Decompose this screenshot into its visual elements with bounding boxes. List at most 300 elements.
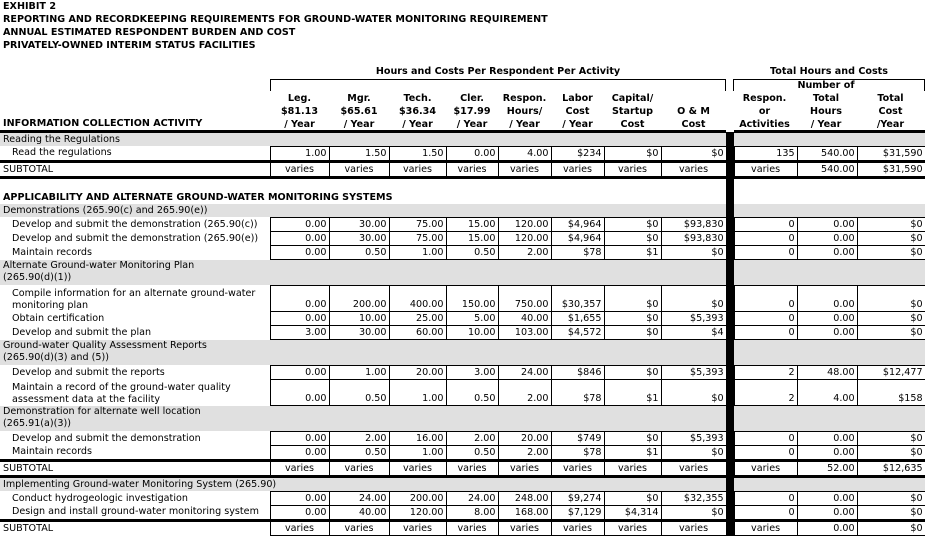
value-cell: 0.50: [329, 446, 389, 461]
column-divider: [726, 132, 734, 147]
value-cell: $7,129: [551, 506, 604, 521]
value-cell: 5.00: [446, 312, 498, 326]
column-header-line: Total: [877, 93, 904, 104]
value-cell: 0.00: [270, 492, 329, 506]
activity-label: Develop and submit the demonstration (265.90(c)): [12, 218, 258, 230]
column-header-line: $36.34: [398, 106, 437, 117]
activity-label: Design and install ground-water monitoring system: [12, 506, 259, 518]
table-row: [0, 446, 925, 461]
value-cell: $4: [661, 326, 726, 340]
blank-cell: [734, 340, 925, 366]
section-heading: Reading the Regulations: [0, 132, 726, 147]
value-cell: $0: [661, 246, 726, 260]
value-cell: 3.00: [446, 366, 498, 380]
value-cell: 16.00: [389, 432, 446, 446]
value-cell: 0.00: [797, 506, 857, 521]
value-cell: $12,477: [857, 366, 925, 380]
column-divider: [726, 204, 734, 218]
value-cell: $4,314: [604, 506, 661, 521]
column-divider: [726, 312, 734, 326]
value-cell: $0: [604, 312, 661, 326]
section-heading: [0, 340, 726, 366]
column-header: [389, 79, 446, 131]
value-cell: 0: [734, 246, 797, 260]
activity-label: Develop and submit the plan: [12, 326, 152, 338]
value-cell: 0.00: [270, 432, 329, 446]
column-divider: [726, 492, 734, 506]
value-cell: 0.00: [270, 446, 329, 461]
value-cell: 0.50: [446, 446, 498, 461]
value-cell: 0: [734, 492, 797, 506]
value-cell: varies: [329, 521, 389, 536]
value-cell: $0: [604, 432, 661, 446]
activity-label: [0, 286, 270, 312]
value-cell: 0.00: [270, 380, 329, 406]
value-cell: varies: [389, 461, 446, 477]
section-heading: Implementing Ground-water Monitoring System (265.90): [0, 477, 726, 492]
value-cell: varies: [389, 162, 446, 178]
value-cell: 0.50: [329, 380, 389, 406]
activity-label: Conduct hydrogeologic investigation: [12, 492, 188, 504]
column-header-line: Leg.: [287, 93, 312, 104]
value-cell: $0: [857, 446, 925, 461]
column-divider: [726, 506, 734, 521]
value-cell: $30,357: [551, 286, 604, 312]
value-cell: $0: [661, 147, 726, 162]
value-cell: 75.00: [389, 218, 446, 232]
value-cell: 0.00: [797, 492, 857, 506]
value-cell: varies: [498, 461, 551, 477]
value-cell: 0.50: [446, 380, 498, 406]
value-cell: varies: [551, 162, 604, 178]
column-header: [270, 79, 329, 131]
value-cell: varies: [498, 162, 551, 178]
column-header-line: Capital/: [611, 93, 654, 104]
value-cell: 0.00: [797, 286, 857, 312]
column-header-line: Cost: [681, 119, 706, 130]
table-row: [0, 232, 925, 246]
column-header: [733, 79, 796, 131]
report-title: REPORTING AND RECORDKEEPING REQUIREMENTS FOR GROUND-WATER MONITORING REQUIREMENT: [3, 14, 548, 25]
value-cell: 0.00: [270, 286, 329, 312]
value-cell: 2.00: [498, 246, 551, 260]
value-cell: varies: [270, 461, 329, 477]
value-cell: 20.00: [498, 432, 551, 446]
value-cell: 0: [734, 286, 797, 312]
value-cell: 0: [734, 326, 797, 340]
value-cell: 15.00: [446, 232, 498, 246]
activity-column-header: INFORMATION COLLECTION ACTIVITY: [3, 118, 203, 129]
column-header-line: Labor: [562, 93, 593, 104]
blank-cell: [734, 132, 925, 147]
value-cell: $0: [661, 380, 726, 406]
value-cell: $78: [551, 446, 604, 461]
value-cell: varies: [661, 521, 726, 536]
value-cell: 48.00: [797, 366, 857, 380]
value-cell: varies: [604, 461, 661, 477]
value-cell: 0: [734, 312, 797, 326]
value-cell: $0: [857, 506, 925, 521]
table-row: [0, 340, 925, 366]
value-cell: 0: [734, 232, 797, 246]
table-row: [0, 492, 925, 506]
value-cell: 168.00: [498, 506, 551, 521]
value-cell: 1.00: [389, 446, 446, 461]
value-cell: $0: [604, 147, 661, 162]
column-divider: [726, 218, 734, 232]
table-row: [0, 132, 925, 147]
value-cell: $1: [604, 446, 661, 461]
subtotal-label: SUBTOTAL: [0, 521, 270, 536]
value-cell: $32,355: [661, 492, 726, 506]
value-cell: $0: [661, 446, 726, 461]
table-row: [0, 162, 925, 178]
exhibit-label: EXHIBIT 2: [3, 1, 56, 12]
section-heading: [0, 260, 726, 286]
value-cell: 248.00: [498, 492, 551, 506]
column-divider: [726, 178, 734, 205]
column-header: [498, 79, 551, 131]
value-cell: $0: [857, 432, 925, 446]
value-cell: 0.00: [797, 446, 857, 461]
value-cell: 15.00: [446, 218, 498, 232]
value-cell: 60.00: [389, 326, 446, 340]
column-header-line: / Year: [456, 119, 488, 130]
column-header-line: or: [758, 106, 771, 117]
value-cell: 200.00: [329, 286, 389, 312]
column-header: [796, 79, 856, 131]
value-cell: $158: [857, 380, 925, 406]
column-header-line: / Year: [810, 119, 842, 130]
value-cell: $0: [604, 286, 661, 312]
column-divider: [726, 446, 734, 461]
value-cell: 2.00: [498, 380, 551, 406]
table-row: [0, 477, 925, 492]
blank-cell: [734, 260, 925, 286]
value-cell: $5,393: [661, 366, 726, 380]
group-per-respondent: Hours and Costs Per Respondent Per Activity: [375, 66, 621, 77]
value-cell: 150.00: [446, 286, 498, 312]
table-row: [0, 380, 925, 406]
section-heading: [0, 406, 726, 432]
value-cell: 0.00: [797, 326, 857, 340]
value-cell: $5,393: [661, 432, 726, 446]
value-cell: 1.00: [389, 246, 446, 260]
column-header-line: / Year: [509, 119, 540, 130]
value-cell: 30.00: [329, 218, 389, 232]
value-cell: 0: [734, 432, 797, 446]
column-header-line: / Year: [284, 119, 315, 130]
column-header-line: Tech.: [403, 93, 432, 104]
activity-label: [0, 380, 270, 406]
column-header: [856, 79, 925, 131]
column-divider: [726, 232, 734, 246]
value-cell: 0.00: [797, 232, 857, 246]
value-cell: 2.00: [329, 432, 389, 446]
column-header-line: /Year: [876, 119, 905, 130]
value-cell: $0: [604, 326, 661, 340]
value-cell: $0: [604, 232, 661, 246]
value-cell: 20.00: [389, 366, 446, 380]
value-cell: $1: [604, 380, 661, 406]
value-cell: 0.00: [797, 521, 857, 536]
blank-cell: [734, 406, 925, 432]
value-cell: varies: [329, 162, 389, 178]
activity-label: Maintain records: [12, 246, 92, 258]
value-cell: $5,393: [661, 312, 726, 326]
column-divider: [726, 406, 734, 432]
value-cell: varies: [734, 461, 797, 477]
value-cell: $234: [551, 147, 604, 162]
value-cell: 120.00: [498, 232, 551, 246]
value-cell: $31,590: [857, 162, 925, 178]
subtotal-label: SUBTOTAL: [0, 162, 270, 178]
column-divider: [726, 246, 734, 260]
value-cell: 40.00: [498, 312, 551, 326]
column-header-line: Total: [812, 93, 840, 104]
column-header-line: Respon.: [742, 93, 787, 104]
value-cell: 0.00: [270, 246, 329, 260]
value-cell: 2.00: [446, 432, 498, 446]
column-header-line: Cost: [565, 106, 590, 117]
value-cell: $0: [857, 232, 925, 246]
value-cell: 1.50: [329, 147, 389, 162]
value-cell: varies: [446, 521, 498, 536]
value-cell: $0: [857, 521, 925, 536]
activity-label-line: assessment data at the facility: [12, 393, 161, 405]
column-header-line: Cler.: [460, 93, 484, 104]
value-cell: 2: [734, 366, 797, 380]
table-row: [0, 506, 925, 521]
value-cell: $0: [857, 492, 925, 506]
value-cell: 750.00: [498, 286, 551, 312]
column-divider: [726, 380, 734, 406]
table-row: [0, 286, 925, 312]
report-scope: PRIVATELY-OWNED INTERIM STATUS FACILITIES: [3, 40, 256, 51]
value-cell: 0.00: [270, 366, 329, 380]
value-cell: 120.00: [389, 506, 446, 521]
value-cell: varies: [604, 162, 661, 178]
column-header-line: $17.99: [453, 106, 491, 117]
block-heading: APPLICABILITY AND ALTERNATE GROUND-WATER MONITORING SYSTEMS: [0, 178, 726, 205]
value-cell: 8.00: [446, 506, 498, 521]
table-row: [0, 246, 925, 260]
value-cell: 24.00: [446, 492, 498, 506]
column-header-line: Number of: [797, 80, 855, 91]
column-header-line: Mgr.: [347, 93, 371, 104]
column-divider: [726, 260, 734, 286]
value-cell: 0.00: [270, 506, 329, 521]
value-cell: $4,964: [551, 218, 604, 232]
value-cell: 2.00: [498, 446, 551, 461]
value-cell: 540.00: [797, 147, 857, 162]
section-heading-line: Ground-water Quality Assessment Reports: [3, 340, 207, 351]
value-cell: $4,572: [551, 326, 604, 340]
value-cell: $93,830: [661, 232, 726, 246]
column-header: [329, 79, 389, 131]
column-divider: [726, 521, 734, 536]
value-cell: 1.00: [270, 147, 329, 162]
value-cell: varies: [551, 461, 604, 477]
value-cell: varies: [604, 521, 661, 536]
value-cell: $78: [551, 246, 604, 260]
column-header-line: $81.13: [280, 106, 319, 117]
table-row: [0, 326, 925, 340]
table-row: [0, 312, 925, 326]
table-row: [0, 366, 925, 380]
value-cell: 120.00: [498, 218, 551, 232]
value-cell: 0.00: [270, 232, 329, 246]
section-heading-line: (265.91(a)(3)): [3, 418, 72, 429]
column-header-line: / Year: [562, 119, 593, 130]
value-cell: 0.50: [446, 246, 498, 260]
value-cell: $0: [604, 218, 661, 232]
activity-label: Maintain records: [12, 446, 92, 458]
column-header: [661, 79, 726, 131]
value-cell: $4,964: [551, 232, 604, 246]
column-divider: [726, 366, 734, 380]
table-row: [0, 260, 925, 286]
value-cell: $0: [857, 326, 925, 340]
section-heading-line: (265.90(d)(1)): [3, 272, 72, 283]
value-cell: $0: [604, 366, 661, 380]
section-heading: Demonstrations (265.90(c) and 265.90(e)): [0, 204, 726, 218]
activity-label: Develop and submit the demonstration (265.90(e)): [12, 232, 259, 244]
column-divider: [726, 326, 734, 340]
blank-cell: [734, 477, 925, 492]
value-cell: $0: [661, 286, 726, 312]
activity-label-line: monitoring plan: [12, 299, 89, 311]
value-cell: 0.00: [270, 218, 329, 232]
burden-table: [0, 130, 925, 536]
value-cell: $846: [551, 366, 604, 380]
column-header-line: $65.61: [340, 106, 378, 117]
value-cell: $0: [604, 492, 661, 506]
value-cell: 10.00: [329, 312, 389, 326]
value-cell: $31,590: [857, 147, 925, 162]
value-cell: $12,635: [857, 461, 925, 477]
value-cell: varies: [551, 521, 604, 536]
section-heading-line: Alternate Ground-water Monitoring Plan: [3, 260, 195, 271]
activity-label: Read the regulations: [12, 147, 112, 159]
value-cell: 1.50: [389, 147, 446, 162]
value-cell: 4.00: [498, 147, 551, 162]
value-cell: varies: [498, 521, 551, 536]
table-row: [0, 432, 925, 446]
value-cell: 75.00: [389, 232, 446, 246]
value-cell: $0: [857, 246, 925, 260]
activity-label: Obtain certification: [12, 312, 105, 324]
column-header: [604, 79, 661, 131]
column-divider: [726, 461, 734, 477]
value-cell: 0.00: [797, 432, 857, 446]
column-divider: [726, 162, 734, 178]
value-cell: $0: [857, 218, 925, 232]
value-cell: 0.00: [797, 218, 857, 232]
table-row: [0, 204, 925, 218]
value-cell: varies: [446, 461, 498, 477]
column-header-line: Hours: [810, 106, 842, 117]
column-divider: [726, 147, 734, 162]
report-subtitle: ANNUAL ESTIMATED RESPONDENT BURDEN AND COST: [3, 27, 296, 38]
table-row: [0, 406, 925, 432]
value-cell: varies: [446, 162, 498, 178]
group-total: Total Hours and Costs: [770, 66, 888, 77]
value-cell: $0: [661, 506, 726, 521]
value-cell: 103.00: [498, 326, 551, 340]
value-cell: $78: [551, 380, 604, 406]
value-cell: 10.00: [446, 326, 498, 340]
value-cell: 30.00: [329, 326, 389, 340]
value-cell: varies: [329, 461, 389, 477]
value-cell: varies: [270, 521, 329, 536]
column-header-line: / Year: [402, 119, 433, 130]
value-cell: 25.00: [389, 312, 446, 326]
value-cell: $1: [604, 246, 661, 260]
value-cell: 0: [734, 506, 797, 521]
value-cell: 1.00: [329, 366, 389, 380]
column-header-line: Respon.: [502, 93, 547, 104]
column-divider: [726, 477, 734, 492]
value-cell: $1,655: [551, 312, 604, 326]
column-divider: [726, 432, 734, 446]
value-cell: 0.00: [797, 312, 857, 326]
value-cell: varies: [734, 162, 797, 178]
value-cell: 0: [734, 446, 797, 461]
table-row: [0, 147, 925, 162]
column-header-line: Startup: [612, 106, 653, 117]
value-cell: 135: [734, 147, 797, 162]
value-cell: $9,274: [551, 492, 604, 506]
activity-label-line: Maintain a record of the ground-water quality: [12, 381, 231, 393]
column-header-line: Cost: [620, 119, 645, 130]
value-cell: 0.00: [446, 147, 498, 162]
value-cell: 200.00: [389, 492, 446, 506]
column-header-line: / Year: [343, 119, 375, 130]
value-cell: varies: [661, 461, 726, 477]
section-heading-line: (265.90(d)(3) and (5)): [3, 352, 109, 363]
column-divider: [726, 286, 734, 312]
value-cell: varies: [734, 521, 797, 536]
value-cell: 40.00: [329, 506, 389, 521]
value-cell: 400.00: [389, 286, 446, 312]
value-cell: 52.00: [797, 461, 857, 477]
activity-label-line: Compile information for an alternate ground-water: [12, 287, 256, 299]
value-cell: 1.00: [389, 380, 446, 406]
value-cell: 540.00: [797, 162, 857, 178]
table-row: [0, 461, 925, 477]
value-cell: varies: [270, 162, 329, 178]
value-cell: $93,830: [661, 218, 726, 232]
column-header-line: Activities: [739, 119, 790, 130]
column-header-line: Cost: [878, 106, 903, 117]
value-cell: varies: [661, 162, 726, 178]
value-cell: 0.50: [329, 246, 389, 260]
value-cell: 4.00: [797, 380, 857, 406]
activity-label: Develop and submit the demonstration: [12, 432, 201, 444]
value-cell: varies: [389, 521, 446, 536]
value-cell: 0.00: [797, 246, 857, 260]
value-cell: 30.00: [329, 232, 389, 246]
value-cell: 24.00: [498, 366, 551, 380]
table-row: [0, 178, 925, 205]
column-header-line: O & M: [677, 106, 710, 117]
column-header: [551, 79, 604, 131]
table-row: [0, 521, 925, 536]
activity-label: Develop and submit the reports: [12, 366, 165, 378]
column-header-line: Hours/: [506, 106, 543, 117]
value-cell: $749: [551, 432, 604, 446]
